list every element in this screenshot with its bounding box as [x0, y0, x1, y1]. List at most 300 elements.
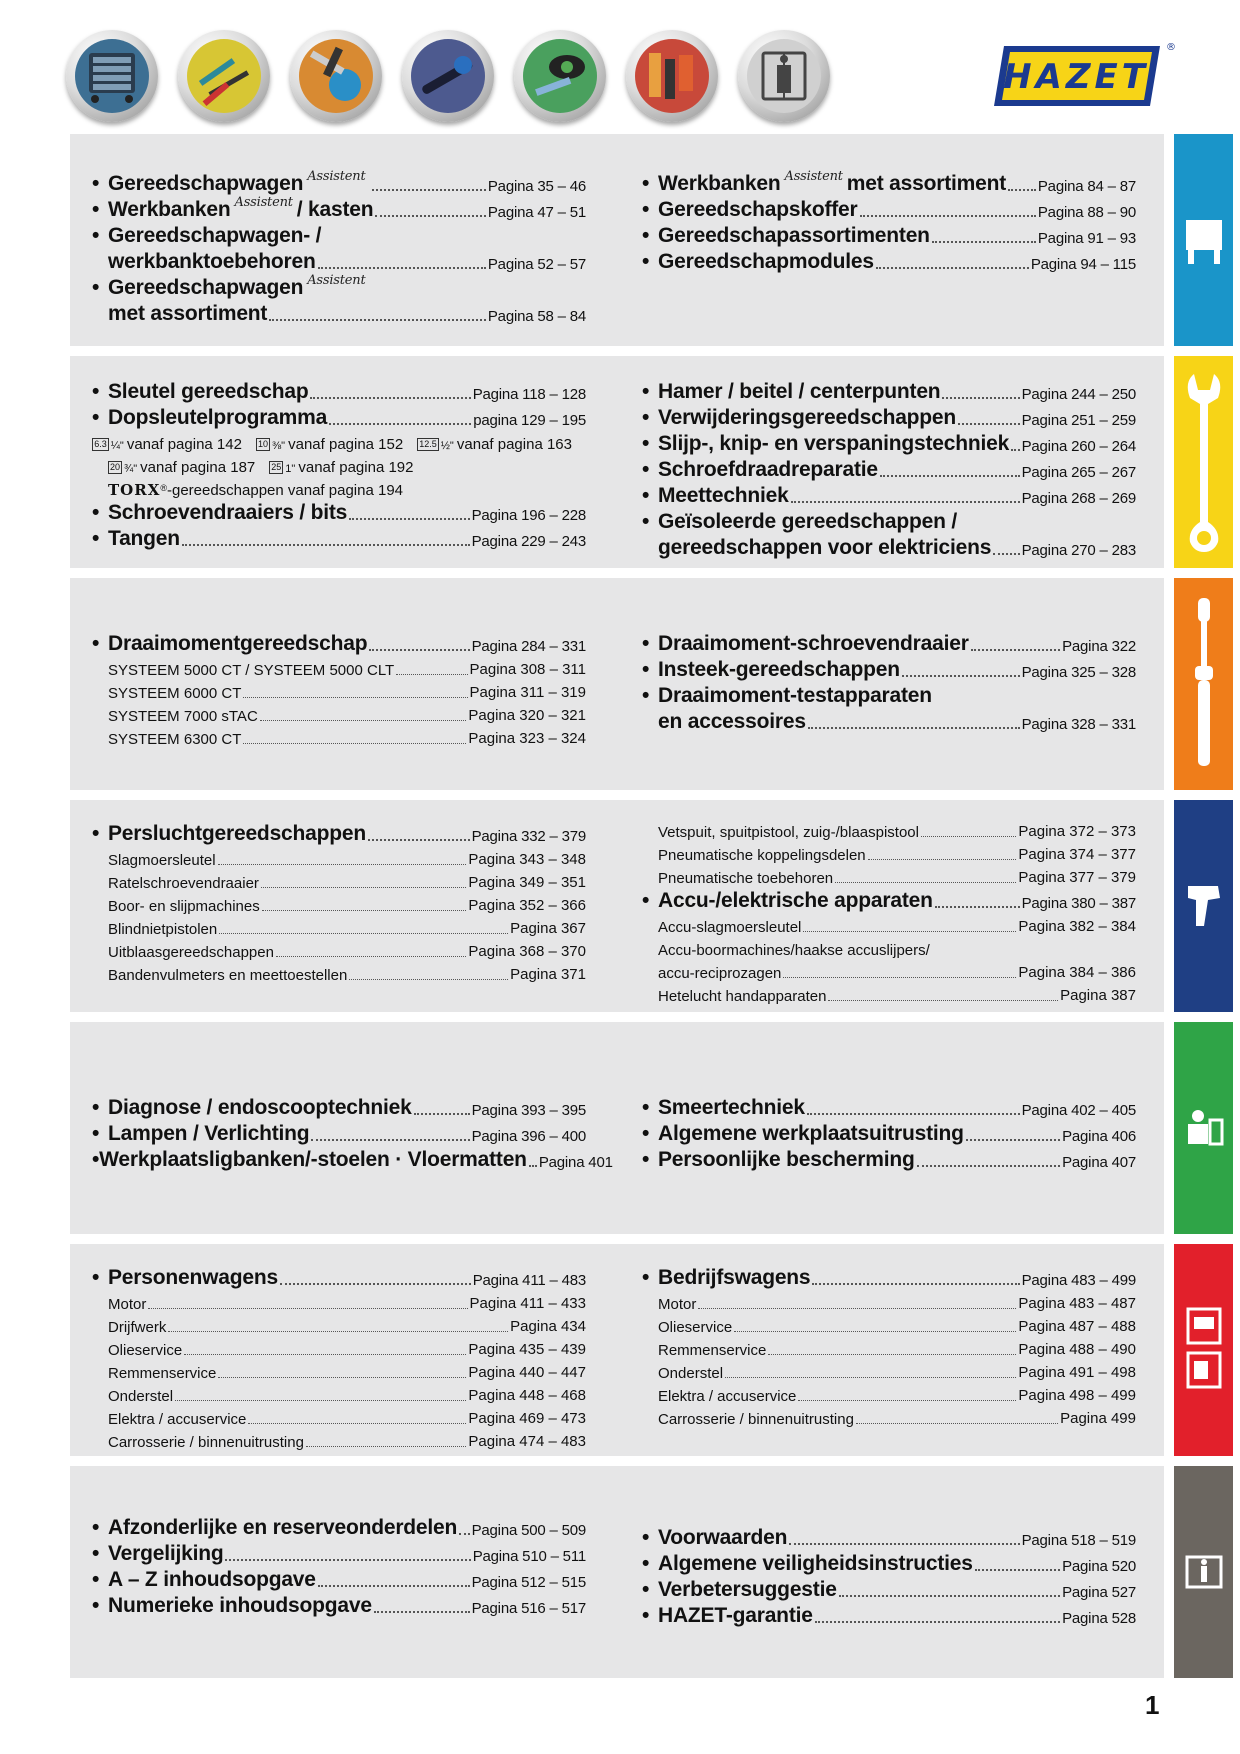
toc-entry[interactable] [92, 1514, 586, 1540]
socket-size-chip: 6.3 [94, 439, 107, 449]
dot-leader [168, 1331, 508, 1332]
toc-subentry[interactable] [92, 1290, 586, 1313]
page-reference[interactable]: Pagina 520 [1062, 1558, 1136, 1575]
section-tab[interactable] [1174, 800, 1233, 1012]
bullet-point: • [92, 276, 100, 299]
entry-label [658, 1365, 723, 1382]
page-reference[interactable]: Pagina 52 – 57 [487, 256, 586, 273]
bullet-point: • [642, 458, 650, 481]
page-reference[interactable]: Pagina 402 – 405 [1021, 1102, 1136, 1119]
page-reference[interactable]: Pagina 411 – 433 [469, 1295, 586, 1312]
impact-wrench-icon [1174, 800, 1233, 1012]
dot-leader [828, 1000, 1058, 1001]
toc-subentry[interactable] [92, 679, 586, 702]
entry-label [658, 870, 833, 887]
toc-entry[interactable] [92, 1592, 586, 1618]
toc-subentry[interactable] [92, 961, 586, 984]
bullet-point: • [642, 1552, 650, 1575]
entry-label [658, 1411, 854, 1428]
socket-size-text: vanaf pagina 187 [140, 459, 256, 476]
page-reference[interactable]: Pagina 196 – 228 [471, 507, 586, 524]
section-tab[interactable] [1174, 134, 1233, 346]
page-reference[interactable]: Pagina 368 – 370 [468, 943, 586, 960]
entry-label [108, 1411, 246, 1428]
category-circle-1[interactable] [66, 30, 158, 122]
page-reference[interactable]: Pagina 512 – 515 [471, 1574, 586, 1591]
page-reference[interactable]: Pagina 308 – 311 [469, 661, 586, 678]
entry-title: Algemene veiligheidsinstructies [658, 1552, 973, 1575]
page-reference[interactable]: Pagina 440 – 447 [468, 1364, 586, 1381]
toc-entry[interactable] [642, 656, 1136, 682]
toc-entry[interactable] [92, 1540, 586, 1566]
entry-label [658, 458, 878, 482]
page-reference[interactable]: Pagina 393 – 395 [471, 1102, 586, 1119]
toc-entry[interactable] [642, 1264, 1136, 1290]
page-reference[interactable]: Pagina 510 – 511 [472, 1548, 586, 1565]
toc-subentry[interactable] [92, 702, 586, 725]
toc-entry[interactable] [92, 378, 586, 404]
toc-entry[interactable] [92, 404, 586, 430]
entry-title: A – Z inhoudsopgave [108, 1568, 316, 1591]
toc-column-left [92, 630, 586, 748]
toc-subentry[interactable] [642, 864, 1136, 887]
entry-title: Gereedschapassortimenten [658, 224, 930, 247]
page-reference[interactable]: Pagina 500 – 509 [471, 1522, 586, 1539]
page-reference[interactable]: Pagina 372 – 373 [1018, 823, 1136, 840]
page-reference[interactable]: Pagina 516 – 517 [471, 1600, 586, 1617]
entry-title-suffix: met assortiment [846, 172, 1006, 195]
page-reference[interactable]: Pagina 411 – 483 [472, 1272, 586, 1289]
entry-title: Remmenservice [658, 1342, 767, 1359]
page-reference[interactable]: Pagina 407 [1062, 1154, 1136, 1171]
entry-label [108, 1342, 182, 1359]
page-reference[interactable]: Pagina 377 – 379 [1018, 869, 1136, 886]
page-reference[interactable]: Pagina 352 – 366 [468, 897, 586, 914]
entry-title: Onderstel [658, 1365, 724, 1382]
entry-title: Algemene werkplaatsuitrusting [658, 1122, 964, 1145]
dot-leader [148, 1308, 467, 1309]
category-circle-6[interactable] [626, 30, 718, 122]
toc-entry[interactable] [92, 820, 586, 846]
toc-entry[interactable] [642, 1120, 1136, 1146]
registered-mark: ® [160, 483, 167, 493]
entry-label [108, 898, 260, 915]
page-reference[interactable]: Pagina 84 – 87 [1037, 178, 1136, 195]
page-reference[interactable]: Pagina 118 – 128 [472, 386, 586, 403]
entry-title: Persoonlijke bescherming [658, 1148, 915, 1171]
toc-subentry [642, 936, 1136, 959]
toc-column-left [92, 1094, 613, 1172]
spanner-icon [1174, 356, 1233, 568]
dot-leader [917, 1165, 1060, 1167]
toc-subentry[interactable] [642, 534, 1136, 560]
page-reference[interactable]: Pagina 311 – 319 [469, 684, 586, 701]
dot-leader [306, 1446, 466, 1447]
page-reference[interactable]: Pagina 528 [1062, 1610, 1136, 1627]
entry-label [658, 380, 940, 404]
entry-title: Draaimoment-testapparaten [658, 684, 932, 707]
dot-leader [815, 1621, 1060, 1623]
toc-entry[interactable] [92, 525, 586, 551]
bullet-point: • [92, 380, 100, 403]
entry-title: Bedrijfswagens [658, 1266, 811, 1289]
toc-entry[interactable] [642, 456, 1136, 482]
info-book-icon [1174, 1466, 1233, 1678]
bullet-point: • [642, 1604, 650, 1627]
toc-subentry[interactable] [92, 725, 586, 748]
section-tab[interactable] [1174, 1022, 1233, 1234]
page-reference[interactable]: Pagina 260 – 264 [1021, 438, 1136, 455]
page-reference[interactable]: Pagina 270 – 283 [1021, 542, 1136, 559]
page-reference[interactable]: Pagina 349 – 351 [468, 874, 586, 891]
toc-entry [642, 508, 1136, 534]
toc-entry[interactable] [92, 499, 586, 525]
toc-entry[interactable] [642, 1576, 1136, 1602]
page-reference[interactable]: Pagina 251 – 259 [1021, 412, 1136, 429]
entry-label [108, 967, 347, 984]
bullet-point: • [92, 501, 100, 524]
entry-title: Diagnose / endoscooptechniek [108, 1096, 412, 1119]
toc-subentry[interactable] [642, 818, 1136, 841]
toc-entry[interactable] [642, 887, 1136, 913]
entry-title: Slijp-, knip- en verspaningstechniek [658, 432, 1010, 455]
entry-label [108, 1122, 309, 1146]
bullet-point: • [642, 250, 650, 273]
entry-label [108, 1365, 216, 1382]
entry-title: Olieservice [658, 1319, 733, 1336]
toc-subentry[interactable] [642, 1405, 1136, 1428]
section-tab[interactable] [1174, 1244, 1233, 1456]
entry-label [108, 731, 241, 748]
page-reference[interactable]: Pagina 401 [538, 1154, 613, 1171]
page-reference[interactable]: Pagina 380 – 387 [1021, 895, 1136, 912]
workshop-lamp-icon [523, 39, 597, 113]
toc-subentry[interactable] [92, 892, 586, 915]
page-reference[interactable]: Pagina 328 – 331 [1021, 716, 1136, 733]
entry-title: SYSTEEM 6000 CT [108, 685, 242, 702]
toc-subentry[interactable] [92, 656, 586, 679]
dot-leader [218, 1377, 466, 1378]
toc-column-right [642, 1524, 1136, 1628]
toc-entry[interactable] [92, 1094, 586, 1120]
toc-entry[interactable] [642, 222, 1136, 248]
entry-title: Draaimomentgereedschap [108, 632, 368, 655]
page-reference[interactable]: Pagina 265 – 267 [1021, 464, 1136, 481]
page-reference[interactable]: Pagina 229 – 243 [471, 533, 586, 550]
dot-leader [768, 1354, 1016, 1355]
dot-leader [276, 956, 466, 957]
dot-leader [856, 1423, 1058, 1424]
page-reference[interactable]: Pagina 406 [1062, 1128, 1136, 1145]
toc-subentry[interactable] [642, 1313, 1136, 1336]
toc-entry[interactable] [92, 1566, 586, 1592]
dot-leader [248, 1423, 466, 1424]
entry-title: Pneumatische koppelingsdelen [658, 847, 866, 864]
entry-label [658, 1604, 813, 1628]
section-tab[interactable] [1174, 1466, 1233, 1678]
entry-label [658, 432, 1009, 456]
info-book-icon [747, 39, 821, 113]
dot-leader [958, 423, 1020, 425]
bullet-point: • [92, 1122, 100, 1145]
entry-label [108, 406, 327, 430]
toc-entry[interactable] [642, 482, 1136, 508]
bullet-point: • [642, 1266, 650, 1289]
toc-subentry[interactable] [642, 982, 1136, 1005]
entry-label [108, 224, 321, 248]
entry-title: Sleutel gereedschap [108, 380, 309, 403]
dot-leader [860, 215, 1036, 217]
dot-leader [789, 1543, 1019, 1545]
category-circle-4[interactable] [402, 30, 494, 122]
entry-title: Blindnietpistolen [108, 921, 218, 938]
page-reference[interactable]: Pagina 435 – 439 [468, 1341, 586, 1358]
toc-subentry[interactable] [642, 1336, 1136, 1359]
entry-title: Gereedschapwagen [108, 276, 304, 299]
toc-entry[interactable] [642, 1524, 1136, 1550]
toc-entry[interactable] [92, 1120, 586, 1146]
category-circle-5[interactable] [514, 30, 606, 122]
bullet-point: • [642, 432, 650, 455]
entry-label [108, 921, 217, 938]
entry-label [658, 988, 826, 1005]
entry-label [658, 1552, 973, 1576]
toc-subentry[interactable] [92, 846, 586, 869]
page-reference[interactable]: Pagina 499 [1060, 1410, 1136, 1427]
page-reference[interactable]: Pagina 47 – 51 [487, 204, 586, 221]
page-reference[interactable]: Pagina 387 [1060, 987, 1136, 1004]
toc-subentry[interactable] [92, 1382, 586, 1405]
entry-title: HAZET-garantie [658, 1604, 813, 1627]
page-reference[interactable]: Pagina 498 – 499 [1018, 1387, 1136, 1404]
bullet-point: • [642, 889, 650, 912]
entry-title: Elektra / accuservice [108, 1411, 247, 1428]
entry-title: werkbanktoebehoren [108, 250, 316, 273]
socket-size-group [417, 436, 572, 453]
page-reference[interactable]: Pagina 94 – 115 [1030, 256, 1136, 273]
page-reference[interactable]: Pagina 88 – 90 [1037, 204, 1136, 221]
dot-leader [783, 977, 1016, 978]
toc-subentry[interactable] [642, 913, 1136, 936]
entry-title: Carrosserie / binnenuitrusting [658, 1411, 854, 1428]
toc-entry[interactable] [92, 1146, 613, 1172]
entry-title: Schroevendraaiers / bits [108, 501, 348, 524]
workbench-icon [1174, 134, 1233, 346]
dot-leader [725, 1377, 1016, 1378]
entry-label [108, 380, 308, 404]
page-reference[interactable]: Pagina 268 – 269 [1021, 490, 1136, 507]
toc-subentry[interactable] [92, 915, 586, 938]
section-tab[interactable] [1174, 578, 1233, 790]
entry-title: Persluchtgereedschappen [108, 822, 366, 845]
toc-subentry[interactable] [642, 1359, 1136, 1382]
category-circle-3[interactable] [290, 30, 382, 122]
toc-entry[interactable] [642, 1146, 1136, 1172]
drive-fraction: ⅜" [271, 440, 289, 452]
toc-subentry[interactable] [92, 300, 586, 326]
bullet-point: • [92, 1594, 100, 1617]
page-reference[interactable]: Pagina 488 – 490 [1018, 1341, 1136, 1358]
page-reference[interactable]: Pagina 474 – 483 [468, 1433, 586, 1450]
page-reference[interactable]: Pagina 284 – 331 [471, 638, 586, 655]
page-reference[interactable]: Pagina 527 [1062, 1584, 1136, 1601]
page-reference[interactable]: pagina 129 – 195 [473, 412, 586, 429]
toc-subentry[interactable] [92, 248, 586, 274]
entry-title: Draaimoment-schroevendraaier [658, 632, 969, 655]
entry-label [108, 1266, 278, 1290]
toc-entry[interactable] [642, 1602, 1136, 1628]
bullet-point: • [642, 1526, 650, 1549]
page-reference[interactable]: Pagina 434 [510, 1318, 586, 1335]
socket-size-group [108, 459, 255, 476]
entry-label [658, 942, 930, 959]
toc-column-right [642, 1264, 1136, 1428]
page-reference[interactable]: Pagina 367 [510, 920, 586, 937]
entry-label [658, 1122, 964, 1146]
toc-entry[interactable] [642, 248, 1136, 274]
entry-label [108, 1388, 173, 1405]
entry-title: Gereedschapwagen- / [108, 224, 322, 247]
entry-title: Slagmoersleutel [108, 852, 216, 869]
toc-entry[interactable] [642, 196, 1136, 222]
dot-leader [184, 1354, 466, 1355]
page-reference[interactable]: Pagina 448 – 468 [468, 1387, 586, 1404]
toc-subentry[interactable] [642, 1382, 1136, 1405]
toc-entry[interactable] [642, 378, 1136, 404]
page-reference[interactable]: Pagina 325 – 328 [1021, 664, 1136, 681]
dot-leader [698, 1308, 1016, 1309]
toc-entry[interactable] [92, 196, 586, 222]
entry-title: SYSTEEM 5000 CT / SYSTEEM 5000 CLT [108, 662, 395, 679]
page-reference[interactable]: Pagina 332 – 379 [471, 828, 586, 845]
page-reference[interactable]: Pagina 343 – 348 [468, 851, 586, 868]
page-reference[interactable]: Pagina 487 – 488 [1018, 1318, 1136, 1335]
page-reference[interactable]: Pagina 483 – 487 [1018, 1295, 1136, 1312]
dot-leader [807, 1113, 1020, 1115]
bullet-point: • [642, 1148, 650, 1171]
toc-entry[interactable] [642, 404, 1136, 430]
toc-subentry [92, 453, 586, 476]
bullet-point: • [642, 484, 650, 507]
page-reference[interactable]: Pagina 469 – 473 [468, 1410, 586, 1427]
entry-label [108, 685, 241, 702]
page-reference[interactable]: Pagina 244 – 250 [1021, 386, 1136, 403]
page-reference[interactable]: Pagina 384 – 386 [1018, 964, 1136, 981]
assistent-script: Assistent [307, 273, 366, 288]
page-reference[interactable]: Pagina 518 – 519 [1021, 1532, 1136, 1549]
entry-title: Gereedschapskoffer [658, 198, 858, 221]
toc-subentry[interactable] [642, 1290, 1136, 1313]
socket-size-group [256, 436, 403, 453]
dot-leader [880, 475, 1020, 477]
dot-leader [349, 518, 469, 520]
entry-title: en accessoires [658, 710, 806, 733]
torx-brand: TORX [108, 481, 161, 499]
entry-label [658, 632, 969, 656]
dot-leader [1011, 449, 1020, 451]
socket-size-text: vanaf pagina 192 [298, 459, 414, 476]
dot-leader [175, 1400, 466, 1401]
assistent-script: Assistent [307, 169, 366, 184]
dot-leader [269, 319, 486, 321]
wrench-hand-icon [299, 39, 373, 113]
toc-entry[interactable] [642, 430, 1136, 456]
page-reference[interactable]: Pagina 320 – 321 [468, 707, 586, 724]
entry-title: Meettechniek [658, 484, 789, 507]
entry-label [658, 919, 801, 936]
toc-subentry[interactable] [92, 1428, 586, 1451]
dot-leader [310, 397, 470, 399]
toc-entry[interactable] [642, 170, 1136, 196]
page-reference[interactable]: Pagina 483 – 499 [1021, 1272, 1136, 1289]
page-reference[interactable]: Pagina 323 – 324 [468, 730, 586, 747]
dot-leader [791, 501, 1020, 503]
entry-title: Schroefdraadreparatie [658, 458, 878, 481]
dot-leader [260, 720, 467, 721]
bullet-point: • [92, 527, 100, 550]
toc-subentry[interactable] [92, 1313, 586, 1336]
toc-entry[interactable] [92, 630, 586, 656]
entry-label [108, 632, 367, 656]
page-reference[interactable]: Pagina 382 – 384 [1018, 918, 1136, 935]
entry-title: SYSTEEM 6300 CT [108, 731, 242, 748]
page-reference[interactable]: Pagina 374 – 377 [1018, 846, 1136, 863]
toc-subentry[interactable] [642, 841, 1136, 864]
page-reference[interactable]: Pagina 35 – 46 [487, 178, 586, 195]
toc-subentry[interactable] [92, 1405, 586, 1428]
toc-entry[interactable] [642, 1094, 1136, 1120]
entry-label [108, 1568, 316, 1592]
entry-label [108, 169, 370, 196]
bullet-point: • [642, 510, 650, 533]
toc-subentry[interactable] [92, 1359, 586, 1382]
entry-title: Vetspuit, spuitpistool, zuig-/blaaspistool [658, 824, 919, 841]
category-circle-7[interactable] [738, 30, 830, 122]
entry-title: gereedschappen voor elektriciens [658, 536, 992, 559]
toc-subentry[interactable] [642, 708, 1136, 734]
toc-subentry[interactable] [92, 869, 586, 892]
entry-label [658, 710, 806, 734]
bullet-point: • [642, 1578, 650, 1601]
dot-leader [993, 553, 1019, 555]
dot-leader [808, 727, 1020, 729]
toc-subentry[interactable] [642, 959, 1136, 982]
dot-leader [971, 649, 1060, 651]
toc-subentry[interactable] [92, 938, 586, 961]
page-reference[interactable]: Pagina 58 – 84 [487, 308, 586, 325]
tool-trolley-icon [75, 39, 149, 113]
toc-entry[interactable] [642, 630, 1136, 656]
bullet-point: • [92, 1568, 100, 1591]
bullet-point: • [92, 1542, 100, 1565]
toc-subentry[interactable] [92, 1336, 586, 1359]
category-circle-2[interactable] [178, 30, 270, 122]
section-tab[interactable] [1174, 356, 1233, 568]
page-reference[interactable]: Pagina 371 [510, 966, 586, 983]
toc-entry[interactable] [92, 1264, 586, 1290]
dot-leader [182, 544, 470, 546]
page-reference[interactable]: Pagina 396 – 400 [471, 1128, 586, 1145]
page-reference[interactable]: Pagina 91 – 93 [1037, 230, 1136, 247]
socket-size-group [269, 459, 413, 476]
bullet-point: • [92, 1516, 100, 1539]
page-reference[interactable]: Pagina 322 [1062, 638, 1136, 655]
entry-label [108, 944, 274, 961]
entry-label [658, 1526, 787, 1550]
toc-entry[interactable] [642, 1550, 1136, 1576]
toc-entry[interactable] [92, 170, 586, 196]
page-reference[interactable]: Pagina 491 – 498 [1018, 1364, 1136, 1381]
